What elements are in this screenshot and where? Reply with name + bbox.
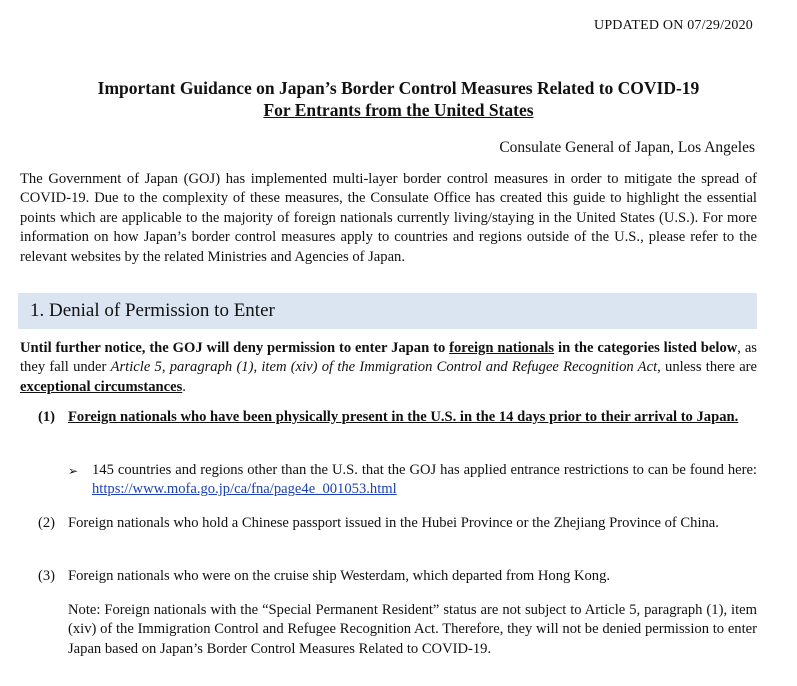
lead-paragraph (20, 339, 757, 397)
lead-plain-a: , as they fall under (20, 340, 757, 376)
list-item-number: (2) (38, 515, 56, 531)
sub-bullet (68, 461, 757, 500)
title-line-2: For Entrants from the United States (263, 100, 534, 120)
issuer: Consulate General of Japan, Los Angeles (499, 139, 755, 156)
list-item-number: (1) (38, 409, 56, 425)
list-item-1 (38, 408, 757, 427)
list-item-number: (3) (38, 568, 56, 584)
mofa-link[interactable]: https://www.mofa.go.jp/ca/fna/page4e_001053.html (92, 481, 397, 498)
arrow-bullet-icon: ➢ (68, 464, 79, 478)
list-item-3 (38, 567, 757, 586)
section-heading: 1. Denial of Permission to Enter (30, 300, 275, 321)
lead-bold-b: in the categories listed below (554, 340, 738, 356)
list-item-text: Foreign nationals who hold a Chinese passport issued in the Hubei Province or the Zhejiang Province of China. (68, 515, 719, 531)
document-title (0, 77, 797, 121)
note-paragraph: Note: Foreign nationals with the “Special Permanent Resident” status are not subject to Article 5, paragraph (1), item (xiv) of the Immigration Control and Refugee Recognition Act. Therefore, they will not be denied permission to enter Japan based on Japan’s Border Control Measures Related to COVID-19. (68, 602, 757, 657)
lead-article-ref: Article 5, paragraph (1), item (xiv) of the Immigration Control and Refugee Recognition Act (110, 359, 658, 376)
lead-end: . (182, 378, 186, 395)
title-line-1: Important Guidance on Japan’s Border Control Measures Related to COVID-19 (97, 78, 700, 98)
updated-date: UPDATED ON 07/29/2020 (594, 18, 753, 33)
lead-plain-b: , unless there are (657, 359, 758, 376)
list-item-text: Foreign nationals who have been physically present in the U.S. in the 14 days prior to their arrival to Japan. (68, 409, 739, 425)
intro-paragraph: The Government of Japan (GOJ) has implemented multi-layer border control measures in order to mitigate the spread of COVID-19. Due to the complexity of these measures, the Consulate Office has created this guide to highlight the essential points which are applicable to the majority of foreign nationals currently living/staying in the United States (U.S.). For more information on how Japan’s border control measures apply to countries and regions outside of the U.S., please refer to the relevant websites by the related Ministries and Agencies of Japan. (20, 171, 757, 265)
list-item-text: Foreign nationals who were on the cruise ship Westerdam, which departed from Hong Kong. (68, 568, 611, 584)
lead-exceptional: exceptional circumstances (20, 378, 183, 395)
lead-bold-a: Until further notice, the GOJ will deny permission to enter Japan to (20, 340, 450, 356)
lead-foreign-nationals: foreign nationals (449, 340, 555, 356)
list-item-2 (38, 514, 757, 533)
sub-bullet-text (92, 461, 757, 500)
sub-bullet-body: 145 countries and regions other than the U.S. that the GOJ has applied entrance restrictions to can be found here: (92, 462, 757, 478)
